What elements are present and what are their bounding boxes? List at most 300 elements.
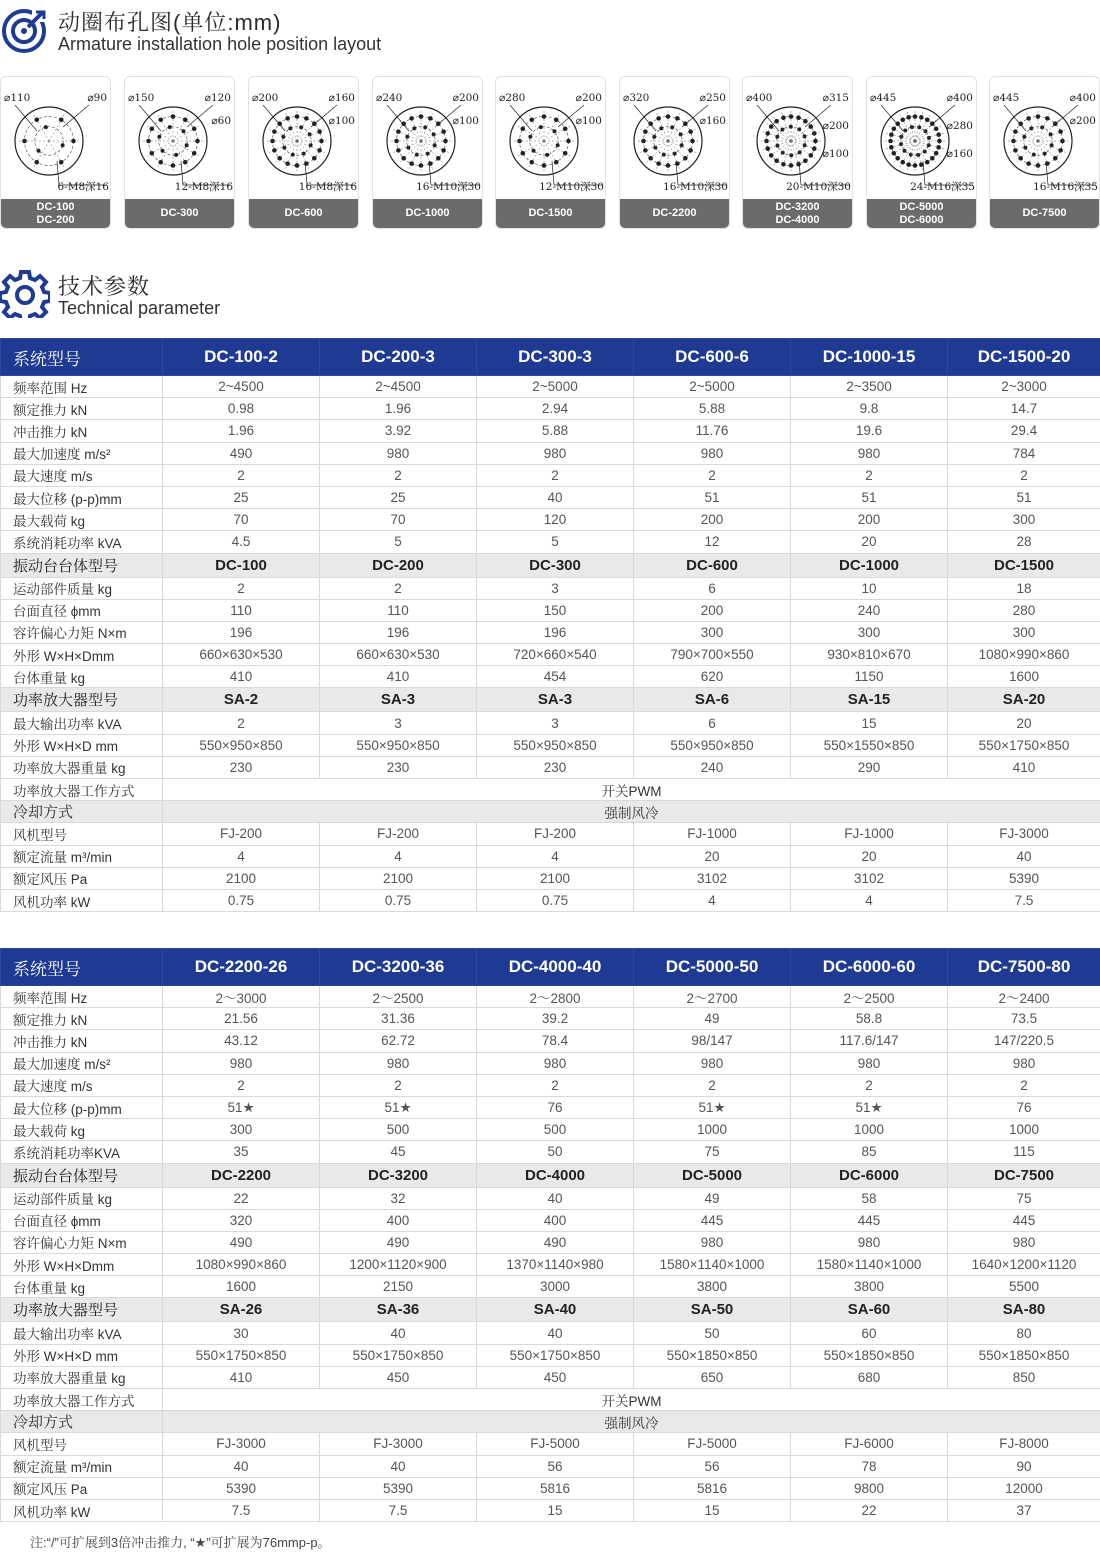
dimension-label: ⌀445	[870, 92, 897, 104]
table-cell: 3000	[477, 1276, 634, 1298]
bolt-hole	[656, 161, 661, 166]
table-cell: 2~3500	[791, 376, 948, 398]
section-title-zh: 动圈布孔图(单位:mm)	[58, 10, 282, 35]
row-label: 容许偏心力矩 N×m	[1, 1231, 163, 1253]
table-cell: FJ-6000	[791, 1433, 948, 1455]
row-label: 频率范围 Hz	[1, 376, 163, 398]
dimension-label: ⌀400	[1069, 92, 1096, 104]
bolt-hole	[563, 126, 568, 131]
table-row	[1, 599, 1100, 621]
bolt-hole	[888, 139, 893, 144]
row-label: 冷却方式	[1, 1411, 163, 1433]
table-cell: 2	[791, 464, 948, 486]
table-cell: 1580×1140×1000	[791, 1254, 948, 1276]
dimension-label: ⌀250	[699, 92, 726, 104]
table-cell: SA-26	[163, 1298, 320, 1322]
hole-layout-card	[248, 76, 359, 229]
table-cell: 58	[791, 1187, 948, 1209]
table-row	[1, 712, 1100, 734]
dimension-label: ⌀90	[87, 92, 107, 104]
table-cell: 290	[791, 756, 948, 778]
row-label: 额定风压 Pa	[1, 867, 163, 889]
radial-line	[297, 141, 320, 164]
table-cell: 2100	[477, 867, 634, 889]
model-caption	[1, 199, 110, 228]
bolt-hole	[433, 143, 437, 147]
radial-line	[398, 141, 421, 164]
row-label: 系统消耗功率 kVA	[1, 531, 163, 553]
table-cell: 2150	[320, 1276, 477, 1298]
table-cell: 76	[477, 1096, 634, 1118]
table-cell: 550×1850×850	[791, 1344, 948, 1366]
bolt-hole	[517, 139, 522, 144]
bolt-hole	[774, 159, 779, 164]
row-label: 功率放大器重量 kg	[1, 756, 163, 778]
table-cell: 550×1750×850	[477, 1344, 634, 1366]
model-caption-line: DC-300	[160, 207, 199, 219]
table-cell: 28	[948, 531, 1100, 553]
table-cell: 4	[477, 845, 634, 867]
bolt-hole	[895, 156, 900, 161]
bolt-hole	[765, 146, 770, 151]
radial-line	[49, 113, 65, 141]
bolt-hole	[295, 163, 300, 168]
table-cell: 5816	[634, 1477, 791, 1499]
table-cell: 490	[477, 1231, 634, 1253]
bolt-hole	[643, 129, 648, 134]
bolt-hole	[925, 117, 930, 122]
table-cell: 21.56	[163, 1008, 320, 1030]
table-cell: 980	[163, 1052, 320, 1074]
spec-table-1	[0, 338, 1100, 912]
bolt-hole	[291, 153, 295, 157]
table-cell: 230	[477, 756, 634, 778]
table-cell: SA-50	[634, 1298, 791, 1322]
row-label: 运动部件质量 kg	[1, 1187, 163, 1209]
bolt-hole	[809, 124, 814, 129]
bolt-hole	[937, 139, 942, 144]
table-cell: 5	[320, 531, 477, 553]
table-cell: 410	[948, 756, 1100, 778]
row-label: 额定推力 kN	[1, 398, 163, 420]
row-label: 额定推力 kN	[1, 1008, 163, 1030]
table-cell: 50	[477, 1141, 634, 1163]
dimension-label: ⌀200	[452, 92, 479, 104]
bolt-hole	[309, 143, 313, 147]
bolt-hole	[539, 125, 543, 129]
bolt-hole	[409, 161, 414, 166]
model-caption-line: DC-3200	[775, 200, 820, 213]
bolt-hole	[299, 125, 303, 129]
bolt-hole	[769, 124, 774, 129]
bolt-hole	[195, 139, 200, 144]
table-cell: 6	[634, 712, 791, 734]
table-cell: SA-20	[948, 688, 1100, 712]
bolt-hole	[781, 115, 786, 120]
table-cell: DC-5000	[634, 1163, 791, 1187]
table-cell: 300	[948, 509, 1100, 531]
bolt-hole	[889, 132, 894, 137]
bolt-hole	[891, 126, 896, 131]
table-cell: 660×630×530	[163, 644, 320, 666]
table-cell: 85	[791, 1141, 948, 1163]
table-cell: 2~3000	[948, 376, 1100, 398]
table-cell: 1080×990×860	[948, 644, 1100, 666]
spec-table-2	[0, 948, 1100, 1522]
table-cell: 5	[477, 531, 634, 553]
bolt-hole	[34, 117, 39, 122]
hole-layout-card	[124, 76, 235, 229]
table-cell: 39.2	[477, 1008, 634, 1030]
row-label: 外形 W×H×D mm	[1, 734, 163, 756]
table-row	[1, 1209, 1100, 1231]
table-cell: 150	[477, 599, 634, 621]
table-cell: 2	[320, 577, 477, 599]
table-cell: 76	[948, 1096, 1100, 1118]
table-cell: 15	[477, 1499, 634, 1521]
hole-layout-diagram	[620, 77, 730, 200]
bolt-hole	[419, 114, 424, 119]
table-cell: 930×810×670	[791, 644, 948, 666]
row-label: 最大载荷 kg	[1, 1119, 163, 1141]
table-cell: 0.75	[477, 889, 634, 911]
bolt-hole	[1045, 116, 1050, 121]
bolt-hole	[683, 156, 688, 161]
table-cell: 70	[320, 509, 477, 531]
table-cell: 30	[163, 1322, 320, 1344]
table-cell: 3	[320, 712, 477, 734]
bolt-hole	[441, 148, 446, 153]
table-cell: SA-3	[320, 688, 477, 712]
bolt-hole	[71, 139, 76, 144]
bolt-hole	[1026, 161, 1031, 166]
bolt-hole	[183, 117, 188, 122]
table-cell: 20	[948, 712, 1100, 734]
table-cell: 650	[634, 1366, 791, 1388]
model-caption	[496, 199, 605, 228]
radial-line	[544, 113, 560, 141]
table-cell: 80	[948, 1322, 1100, 1344]
bolt-hole	[1018, 156, 1023, 161]
table-cell: 980	[791, 442, 948, 464]
table-cell-span: 强制风冷	[163, 801, 1100, 823]
row-label: 冲击推力 kN	[1, 420, 163, 442]
table-row	[1, 398, 1100, 420]
table-cell: DC-2200	[163, 1163, 320, 1187]
bolt-hole	[895, 121, 900, 126]
row-label: 功率放大器工作方式	[1, 779, 163, 801]
table-row	[1, 1030, 1100, 1052]
table-row	[1, 577, 1100, 599]
table-cell: 12	[634, 531, 791, 553]
table-cell: 2~5000	[634, 376, 791, 398]
bolt-hole	[317, 148, 322, 153]
table-cell: 2	[634, 464, 791, 486]
bolt-hole	[936, 145, 941, 150]
bolt-hole	[803, 134, 807, 138]
row-label: 风机型号	[1, 823, 163, 845]
row-label: 最大位移 (p-p)mm	[1, 486, 163, 508]
table-cell: 56	[477, 1455, 634, 1477]
bolt-hole	[37, 149, 41, 153]
table-cell: 196	[320, 621, 477, 643]
table-cell: DC-7500	[948, 1163, 1100, 1187]
table-cell: 75	[634, 1141, 791, 1163]
bolt-hole	[34, 160, 39, 165]
table-cell: 60	[791, 1322, 948, 1344]
dimension-label: 16-M10深30	[663, 181, 728, 193]
bolt-hole	[809, 153, 814, 158]
bolt-hole	[774, 119, 779, 124]
table-cell: 43.12	[163, 1030, 320, 1052]
table-cell: 550×950×850	[634, 734, 791, 756]
table-row	[1, 734, 1100, 756]
table-cell: 10	[791, 577, 948, 599]
leader-line	[187, 105, 213, 127]
table-cell: FJ-200	[477, 823, 634, 845]
row-label: 振动台台体型号	[1, 553, 163, 577]
dimension-label: ⌀100	[328, 115, 355, 127]
table-cell: 300	[791, 621, 948, 643]
table-cell: 15	[791, 712, 948, 734]
bolt-hole	[775, 144, 779, 148]
table-cell: 78.4	[477, 1030, 634, 1052]
table-cell: 51	[791, 486, 948, 508]
radial-line	[645, 118, 668, 141]
dimension-label: ⌀110	[4, 92, 31, 104]
bolt-hole	[174, 153, 178, 157]
dimension-label: ⌀280	[499, 92, 526, 104]
hole-layout-diagram	[1, 77, 111, 200]
table-cell: 49	[634, 1187, 791, 1209]
bolt-hole	[545, 153, 549, 157]
table-cell: DC-2200-26	[163, 949, 320, 986]
table-header-row	[1, 949, 1100, 986]
table-cell: 40	[320, 1322, 477, 1344]
table-cell: 51★	[634, 1096, 791, 1118]
table-cell: FJ-5000	[477, 1433, 634, 1455]
table-cell: 720×660×540	[477, 644, 634, 666]
bolt-hole	[409, 116, 414, 121]
bolt-hole	[656, 116, 661, 121]
bolt-hole	[789, 114, 794, 119]
table-cell: 2~5000	[477, 376, 634, 398]
radial-line	[274, 141, 297, 164]
table-row	[1, 1433, 1100, 1455]
table-row	[1, 442, 1100, 464]
table-cell: 58.8	[791, 1008, 948, 1030]
dimension-label: ⌀200	[822, 120, 849, 132]
table-row	[1, 1119, 1100, 1141]
section-title-en: Technical parameter	[58, 298, 221, 318]
row-label: 容许偏心力矩 N×m	[1, 621, 163, 643]
table-row	[1, 1074, 1100, 1096]
dimension-label: ⌀445	[993, 92, 1020, 104]
bolt-hole	[401, 156, 406, 161]
model-caption	[373, 199, 482, 228]
bolt-hole	[396, 129, 401, 134]
table-cell: 445	[634, 1209, 791, 1231]
table-cell: 980	[948, 1231, 1100, 1253]
table-cell: 2	[163, 1074, 320, 1096]
table-cell: 445	[948, 1209, 1100, 1231]
table-cell: 445	[791, 1209, 948, 1231]
table-cell: 550×1750×850	[320, 1344, 477, 1366]
bolt-hole	[158, 117, 163, 122]
table-cell: FJ-1000	[791, 823, 948, 845]
radial-line	[274, 118, 297, 141]
table-cell: DC-600	[634, 553, 791, 577]
row-label: 最大位移 (p-p)mm	[1, 1096, 163, 1118]
table-cell: 20	[791, 845, 948, 867]
table-row	[1, 1366, 1100, 1388]
table-cell: 680	[791, 1366, 948, 1388]
row-label: 额定流量 m³/min	[1, 1455, 163, 1477]
table-row	[1, 464, 1100, 486]
bolt-hole	[277, 156, 282, 161]
bolt-hole	[903, 129, 907, 133]
row-label: 外形 W×H×Dmm	[1, 644, 163, 666]
bolt-hole	[1036, 114, 1041, 119]
bolt-hole	[803, 159, 808, 164]
table-cell-span: 开关PWM	[163, 1389, 1100, 1411]
table-cell: 49	[634, 1008, 791, 1030]
row-label: 最大速度 m/s	[1, 464, 163, 486]
row-label: 最大加速度 m/s²	[1, 442, 163, 464]
bolt-hole	[436, 156, 441, 161]
table-row	[1, 376, 1100, 398]
bolt-hole	[803, 119, 808, 124]
bolt-hole	[769, 153, 774, 158]
table-cell: 980	[477, 442, 634, 464]
bolt-hole	[1022, 135, 1026, 139]
bolt-hole	[441, 129, 446, 134]
bolt-hole	[906, 115, 911, 120]
bolt-hole	[1018, 121, 1023, 126]
radial-line	[1015, 141, 1038, 164]
row-label: 功率放大器型号	[1, 1298, 163, 1322]
radial-line	[297, 118, 320, 141]
table-cell: 1.96	[320, 398, 477, 420]
bolt-hole	[183, 160, 188, 165]
table-cell: 410	[320, 666, 477, 688]
table-cell: 70	[163, 509, 320, 531]
table-cell: 40	[477, 1322, 634, 1344]
bolt-hole	[552, 129, 556, 133]
bolt-hole	[690, 139, 695, 144]
model-caption	[620, 199, 729, 228]
dimension-label: ⌀120	[204, 92, 231, 104]
row-label: 风机功率 kW	[1, 1499, 163, 1521]
bolt-hole	[532, 149, 536, 153]
bolt-hole	[171, 163, 176, 168]
radial-line	[668, 141, 691, 164]
table-cell: 1000	[948, 1119, 1100, 1141]
table-row	[1, 1344, 1100, 1366]
model-caption-line: DC-6000	[899, 213, 944, 226]
table-cell: 0.98	[163, 398, 320, 420]
dimension-label: ⌀280	[946, 120, 973, 132]
bolt-hole	[1026, 116, 1031, 121]
row-label: 外形 W×H×Dmm	[1, 1254, 163, 1276]
bolt-hole	[936, 132, 941, 137]
model-caption	[743, 199, 852, 228]
table-cell: 550×950×850	[320, 734, 477, 756]
bolt-hole	[542, 163, 547, 168]
table-cell: DC-300	[477, 553, 634, 577]
table-cell: 11.76	[634, 420, 791, 442]
table-cell: 980	[948, 1052, 1100, 1074]
table-cell: 2～2700	[634, 986, 791, 1008]
hole-layout-diagram	[373, 77, 483, 200]
table-cell: 2～3000	[163, 986, 320, 1008]
table-cell: 1000	[791, 1119, 948, 1141]
table-cell: 18	[948, 577, 1100, 599]
bolt-hole	[185, 143, 189, 147]
bolt-hole	[520, 126, 525, 131]
table-cell: 5816	[477, 1477, 634, 1499]
table-cell: 98/147	[634, 1030, 791, 1052]
table-cell: 1.96	[163, 420, 320, 442]
table-subheader-row	[1, 553, 1100, 577]
table-row-span	[1, 801, 1100, 823]
table-cell: 2	[477, 1074, 634, 1096]
bolt-hole	[891, 151, 896, 156]
table-cell: 196	[477, 621, 634, 643]
section-title-zh: 技术参数	[58, 274, 151, 299]
table-cell: SA-40	[477, 1298, 634, 1322]
bolt-hole	[906, 162, 911, 167]
bolt-hole	[563, 151, 568, 156]
table-cell: 20	[791, 531, 948, 553]
bolt-hole	[277, 121, 282, 126]
bolt-hole	[923, 129, 927, 133]
table-cell: 3800	[634, 1276, 791, 1298]
table-cell: 3	[477, 577, 634, 599]
table-cell: 4.5	[163, 531, 320, 553]
table-cell: 2~4500	[320, 376, 477, 398]
table-cell: 62.72	[320, 1030, 477, 1052]
table-row	[1, 986, 1100, 1008]
table-header-row	[1, 339, 1100, 376]
table-cell: 2~4500	[163, 376, 320, 398]
row-label: 台体重量 kg	[1, 1276, 163, 1298]
table-row	[1, 486, 1100, 508]
table-cell: 3.92	[320, 420, 477, 442]
table-cell: 200	[791, 509, 948, 531]
section-tech-param-header	[0, 268, 600, 328]
bolt-hole	[566, 139, 571, 144]
bolt-hole	[812, 131, 817, 136]
table-cell: SA-80	[948, 1298, 1100, 1322]
table-cell: 550×950×850	[163, 734, 320, 756]
table-cell: 5.88	[477, 420, 634, 442]
table-cell: 45	[320, 1141, 477, 1163]
table-row	[1, 1455, 1100, 1477]
table-cell: 110	[320, 599, 477, 621]
dimension-label: 24-M16深35	[910, 181, 975, 193]
table-cell: 1640×1200×1120	[948, 1254, 1100, 1276]
table-cell: 40	[320, 1455, 477, 1477]
table-cell: 550×1550×850	[791, 734, 948, 756]
bolt-hole	[149, 126, 154, 131]
table-cell: 490	[163, 442, 320, 464]
table-cell: 196	[163, 621, 320, 643]
table-cell: 450	[320, 1366, 477, 1388]
dimension-label: 12-M8深16	[174, 181, 233, 193]
bolt-hole	[59, 160, 64, 165]
table-cell: DC-200-3	[320, 339, 477, 376]
